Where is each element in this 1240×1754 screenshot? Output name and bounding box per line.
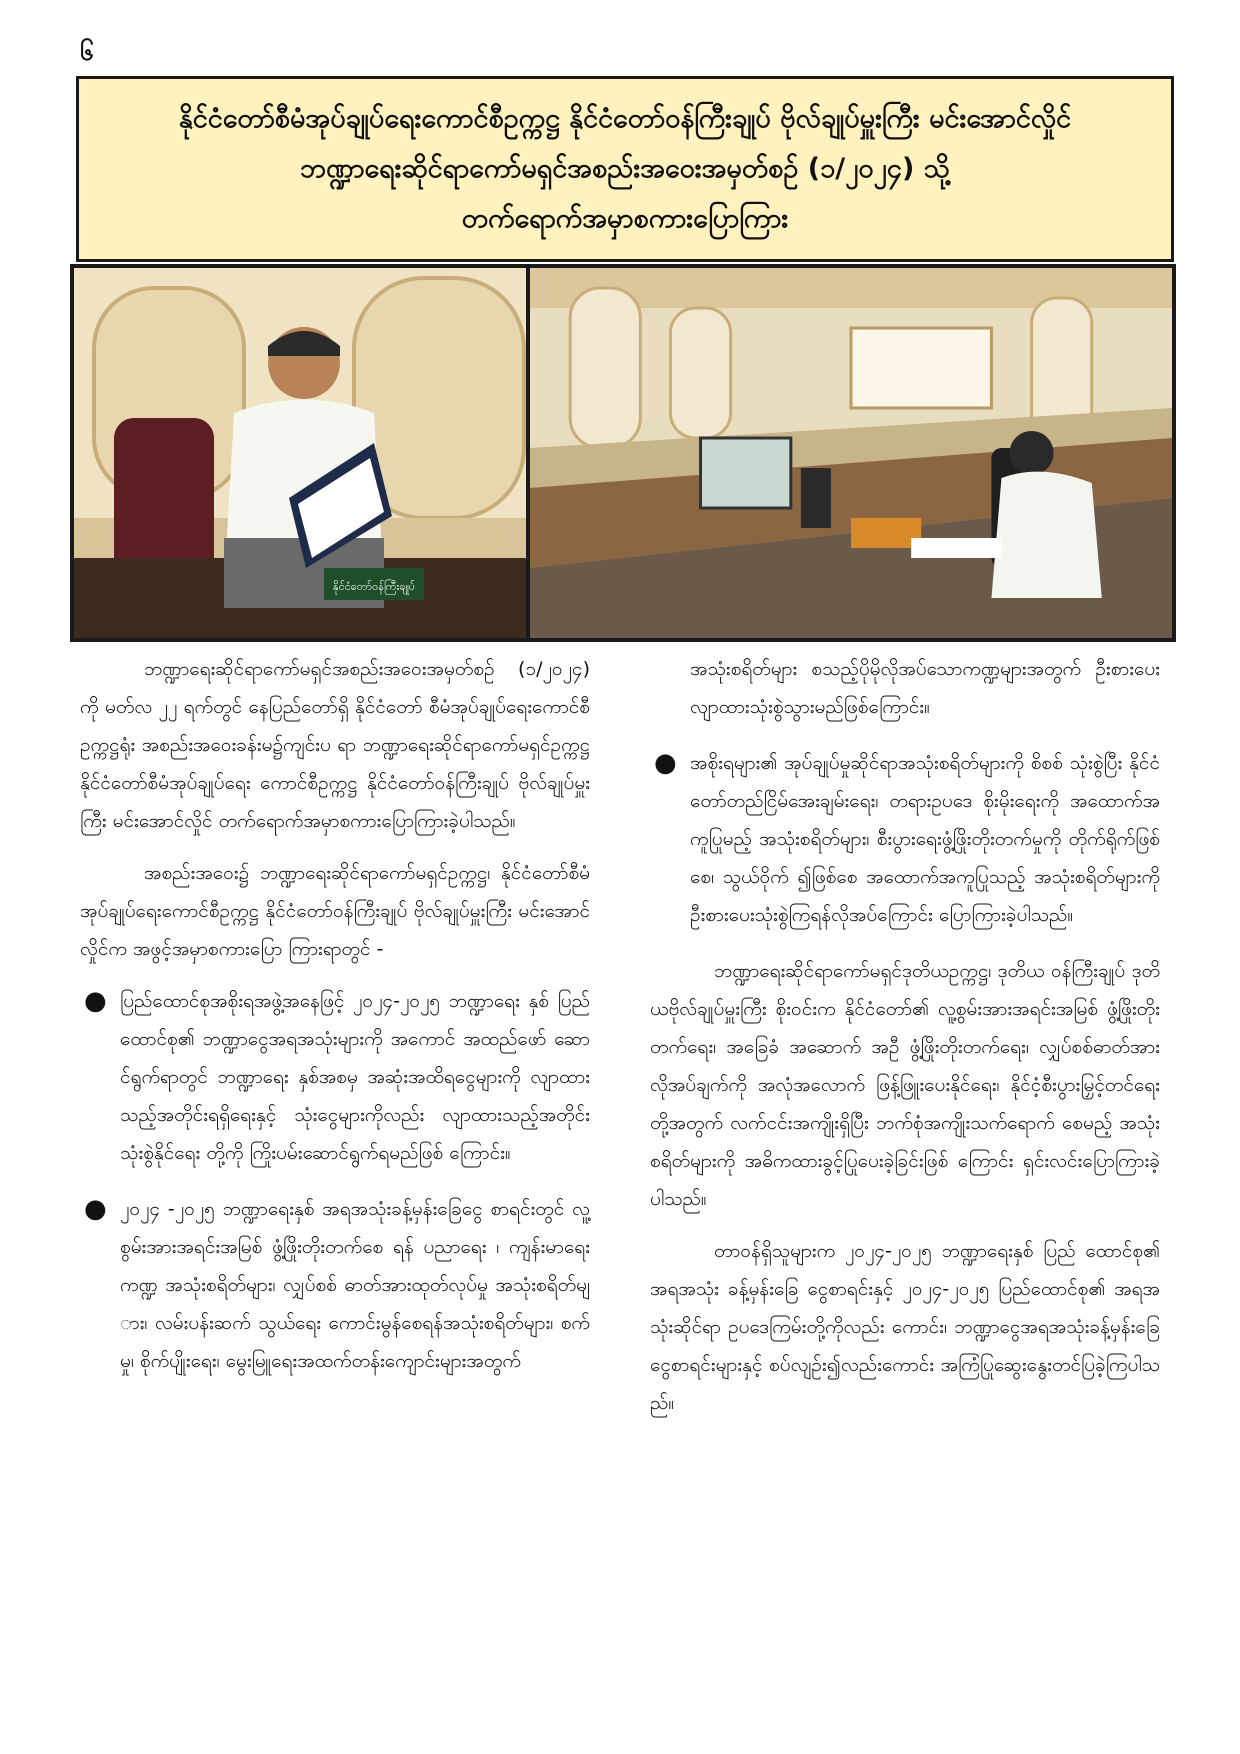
headline-line-2: ဘဏ္ဍာရေးဆိုင်ရာကော်မရှင်အစည်းအဝေးအမှတ်စဉ် (၁/၂၀၂၄) သို့ [300,153,950,184]
headline-line-3: တက်ရောက်အမှာစကားပြောကြား [461,203,789,234]
bullet-spacer [650,650,690,726]
nameplate-label: နိုင်ငံတော်ဝန်ကြီးချုပ် [332,580,416,593]
meeting-hall-illustration [530,268,1172,638]
bullet-item-1 [80,982,590,1172]
headline-line-1: နိုင်ငံတော်စီမံအုပ်ချုပ်ရေးကောင်စီဥက္ကဋ္ဌ နိုင်ငံတော်ဝန်ကြီးချုပ် ဗိုလ်ချုပ်မှူးကြီး မင်းအောင်လှိုင် [178,103,1072,134]
left-column [80,650,590,1398]
bullet-dot-icon: ● [84,986,107,1016]
bullet-item-2 [80,1190,590,1380]
right-column [650,650,1160,1436]
headline-box [76,76,1174,262]
body-paragraph-1: ဘဏ္ဍာရေးဆိုင်ရာကော်မရှင်အစည်းအဝေးအမှတ်စဉ် (၁/၂၀၂၄)ကို မတ်လ ၂၂ ရက်တွင် နေပြည်တော်ရှိ နိုင်ငံတော် စီမံအုပ်ချုပ်ရေးကောင်စီဥက္ကဋ္ဌရုံး အစည်းအဝေးခန်းမ၌ကျင်းပ ရာ ဘဏ္ဍာရေးဆိုင်ရာကော်မရှင်ဥက္ကဋ္ဌ နိုင်ငံတော်စီမံအုပ်ချုပ်ရေး ကောင်စီဥက္ကဋ္ဌ နိုင်ငံတော်ဝန်ကြီးချုပ် ဗိုလ်ချုပ်မှူးကြီး မင်းအောင်လှိုင် တက်ရောက်အမှာစကားပြောကြားခဲ့ပါသည်။ [80,658,590,832]
page-number: ၆ [80,38,94,66]
bullet-text-2: ၂၀၂၄ -၂၀၂၅ ဘဏ္ဍာရေးနှစ် အရအသုံးခန့်မှန်းခြေငွေ စာရင်းတွင် လူ့စွမ်းအားအရင်းအမြစ် ဖွံ့ဖြိုးတိုးတက်စေ ရန် ပညာရေး ၊ ကျန်းမာရေးကဏ္ဍ အသုံးစရိတ်များ၊ လျှပ်စစ် ဓာတ်အားထုတ်လုပ်မှု အသုံးစရိတ်များ၊ လမ်းပန်းဆက် သွယ်ရေး ကောင်းမွန်စေရန်အသုံးစရိတ်များ၊ စက်မှု၊ စိုက်ပျိုးရေး၊ မွေးမြူရေးအထက်တန်းကျောင်းများအတွက် [120,1198,590,1372]
bullet-text-1: ပြည်ထောင်စုအစိုးရအဖွဲ့အနေဖြင့် ၂၀၂၄-၂၀၂၅ ဘဏ္ဍာရေး နှစ် ပြည်ထောင်စု၏ ဘဏ္ဍာငွေအရအသုံးများကို အကောင် အထည်ဖော် ဆောင်ရွက်ရာတွင် ဘဏ္ဍာရေး နှစ်အစမှ အဆုံးအထိရငွေများကို လျာထားသည့်အတိုင်းရရှိရေးနှင့် သုံးငွေများကိုလည်း လျာထားသည့်အတိုင်း သုံးစွဲနိုင်ရေး တို့ကို ကြိုးပမ်းဆောင်ရွက်ရမည်ဖြစ် ကြောင်း။ [120,990,590,1164]
photo-meeting-hall [530,268,1172,638]
bullet-item-2-continued [650,650,1160,726]
body-paragraph-3: ဘဏ္ဍာရေးဆိုင်ရာကော်မရှင်ဒုတိယဥက္ကဋ္ဌ၊ ဒုတိယ ဝန်ကြီးချုပ် ဒုတိယဗိုလ်ချုပ်မှူးကြီး စိုးဝင်းက နိုင်ငံတော်၏ လူ့စွမ်းအားအရင်းအမြစ် ဖွံ့ဖြိုးတိုးတက်ရေး၊ အခြေခံ အဆောက် အဦ ဖွံ့ဖြိုးတိုးတက်ရေး၊ လျှပ်စစ်ဓာတ်အား လိုအပ်ချက်ကို အလုံအလောက် ဖြန့်ဖြူးပေးနိုင်ရေး၊ နိုင်ငံ့စီးပွားမြှင့်တင်ရေး တို့အတွက် လက်ငင်းအကျိုးရှိပြီး ဘက်စုံအကျိုးသက်ရောက် စေမည့် အသုံးစရိတ်များကို အဓိကထားခွင့်ပြုပေးခဲ့ခြင်းဖြစ် ကြောင်း ရှင်းလင်းပြောကြားခဲ့ပါသည်။ [650,960,1160,1210]
speaker-photo-illustration [74,268,526,638]
bullet-dot-icon: ● [84,1194,107,1224]
bullet-text-2-continued: အသုံးစရိတ်များ စသည့်ပိုမိုလိုအပ်သောကဏ္ဍများအတွက် ဦးစားပေး လျာထားသုံးစွဲသွားမည်ဖြစ်ကြောင်း။ [690,658,1160,718]
body-paragraph-2: အစည်းအဝေး၌ ဘဏ္ဍာရေးဆိုင်ရာကော်မရှင်ဥက္ကဋ္ဌ၊ နိုင်ငံတော်စီမံအုပ်ချုပ်ရေးကောင်စီဥက္ကဋ္ဌ နိုင်ငံတော်ဝန်ကြီးချုပ် ဗိုလ်ချုပ်မှူးကြီး မင်းအောင်လှိုင်က အဖွင့်အမှာစကားပြော ကြားရာတွင် - [80,862,590,960]
photo-speaker-at-podium [74,268,526,638]
bullet-text-3: အစိုးရများ၏ အုပ်ချုပ်မှုဆိုင်ရာအသုံးစရိတ်များကို စိစစ် သုံးစွဲပြီး နိုင်ငံတော်တည်ငြိမ်အေးချမ်းရေး၊ တရားဥပဒေ စိုးမိုးရေးကို အထောက်အကူပြုမည့် အသုံးစရိတ်များ၊ စီးပွားရေးဖွံ့ဖြိုးတိုးတက်မှုကို တိုက်ရိုက်ဖြစ်စေ၊ သွယ်ဝိုက် ၍ဖြစ်စေ အထောက်အကူပြုသည့် အသုံးစရိတ်များကို ဦးစားပေးသုံးစွဲကြရန်လိုအပ်ကြောင်း ပြောကြားခဲ့ပါသည်။ [690,752,1160,926]
bullet-item-3 [650,744,1160,934]
bullet-dot-icon: ● [654,748,677,778]
body-paragraph-4: တာဝန်ရှိသူများက ၂၀၂၄-၂၀၂၅ ဘဏ္ဍာရေးနှစ် ပြည် ထောင်စု၏ အရအသုံး ခန့်မှန်းခြေ ငွေစာရင်းနှင့် ၂၀၂၄-၂၀၂၅ ပြည်ထောင်စု၏ အရအသုံးဆိုင်ရာ ဥပဒေကြမ်းတို့ကိုလည်း ကောင်း၊ ဘဏ္ဍာငွေအရအသုံးခန့်မှန်းခြေ ငွေစာရင်းများနှင့် စပ်လျဉ်း၍လည်းကောင်း အကြံပြုဆွေးနွေးတင်ပြခဲ့ကြပါသည်။ [650,1240,1160,1414]
photo-strip [70,264,1176,642]
